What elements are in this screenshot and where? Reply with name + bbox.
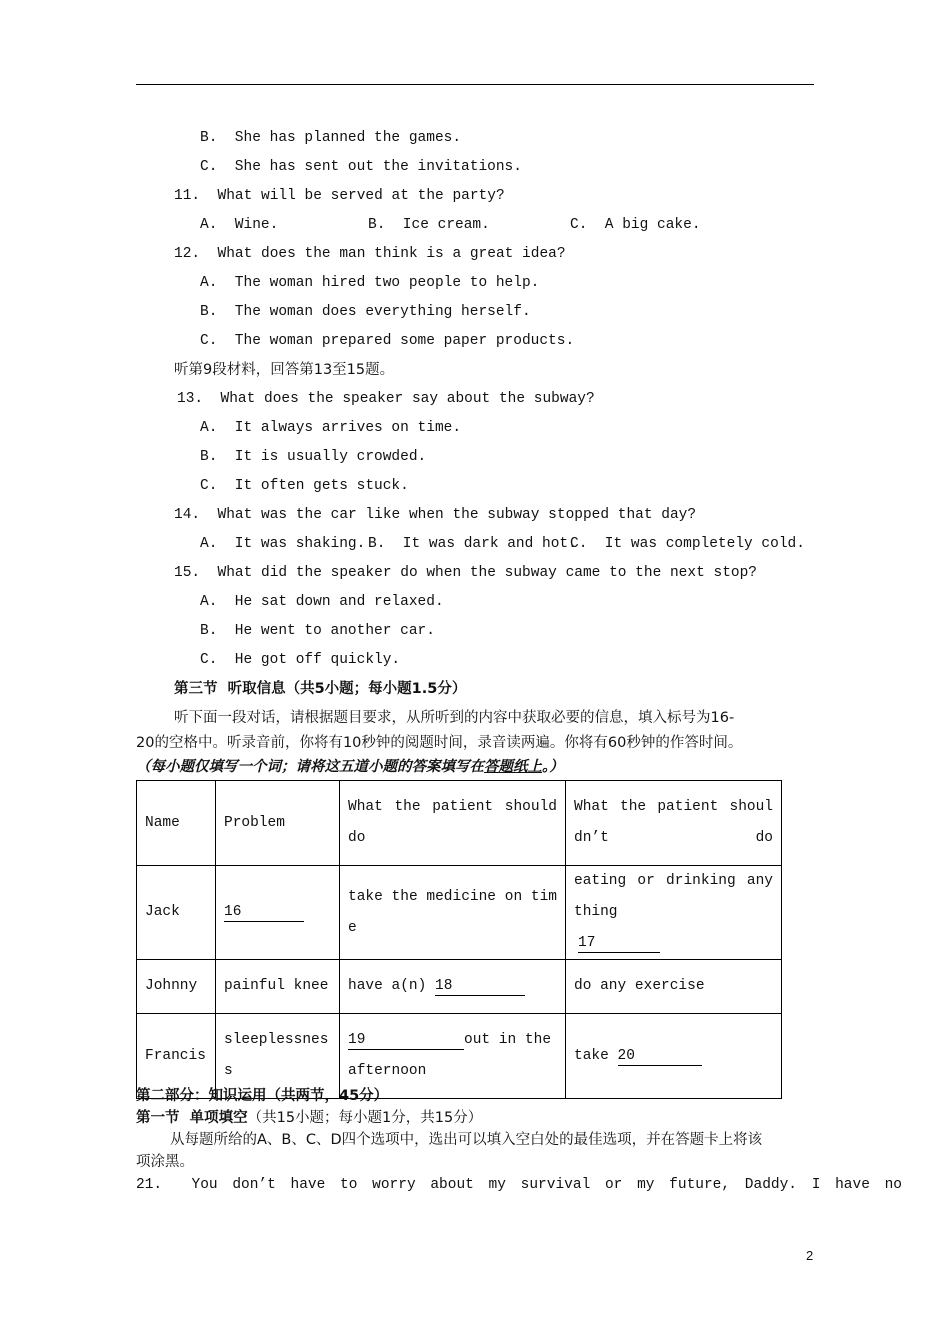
q14-option-b: B. It was dark and hot. (368, 536, 577, 552)
blank-16[interactable]: 16 (224, 903, 304, 922)
blank-17[interactable]: 17 (578, 934, 660, 953)
q12-stem: 12. What does the man think is a great idea? (174, 246, 566, 262)
section3-heading: 第三节 听取信息（共5小题；每小题1.5分） (174, 681, 467, 697)
header-should-do-text: What the patient should do (348, 799, 557, 846)
blank-19[interactable]: 19 (348, 1031, 464, 1050)
header-name: Name (137, 781, 216, 866)
section1-heading: 第一节 单项填空 (136, 1110, 248, 1126)
q10-option-c: C. She has sent out the invitations. (200, 159, 522, 175)
q12-option-b: B. The woman does everything herself. (200, 304, 531, 320)
row-johnny-should-do (340, 960, 566, 1014)
q10-option-b: B. She has planned the games. (200, 130, 462, 146)
row-francis-should-suffix: out in the afternoon (348, 1032, 552, 1079)
q12-option-a: A. The woman hired two people to help. (200, 275, 540, 291)
row-johnny-name: Johnny (137, 960, 216, 1014)
row-jack-problem (216, 866, 340, 960)
row-jack-shouldnt-do (566, 866, 782, 960)
q15-option-c: C. He got off quickly. (200, 652, 401, 668)
row-jack-should-do-text: take the medicine on time (348, 888, 557, 936)
header-rule (136, 84, 814, 85)
section9-instruction: 听第9段材料，回答第13至15题。 (174, 362, 395, 378)
q15-option-a: A. He sat down and relaxed. (200, 594, 444, 610)
section3-note (136, 758, 564, 776)
page-number: 2 (806, 1248, 814, 1263)
header-problem: Problem (216, 781, 340, 866)
row-johnny-shouldnt-do: do any exercise (566, 960, 782, 1014)
section3-instructions-line2: 20的空格中。听录音前，你将有10秒钟的阅题时间，录音读两遍。你将有60秒钟的作答时间。 (136, 735, 743, 751)
q13-option-c: C. It often gets stuck. (200, 478, 409, 494)
part2-instructions-line2: 项涂黑。 (136, 1154, 194, 1170)
note-answer-sheet: 答题纸上 (484, 759, 542, 775)
note-prefix: （每小题仅填写一个词；请将这五道小题的答案填写在 (136, 759, 484, 775)
section3-instructions-line1: 听下面一段对话，请根据题目要求，从所听到的内容中获取必要的信息，填入标号为16- (174, 710, 735, 726)
table-row (137, 960, 782, 1014)
row-jack-should-do (340, 866, 566, 960)
header-shouldnt-do-text: What the patient shouldn’t do (574, 799, 773, 846)
q14-stem: 14. What was the car like when the subway stopped that day? (174, 507, 697, 523)
q21-stem: 21. You don’t have to worry about my survival or my future, Daddy. I have no (136, 1177, 903, 1193)
section1-meta: （共15小题；每小题1分，共15分） (247, 1110, 483, 1126)
row-francis-problem: sleeplessness (216, 1014, 340, 1099)
note-suffix: 。） (542, 759, 564, 775)
row-jack-shouldnt-prefix: eating or drinking anything (574, 873, 773, 920)
q14-option-a: A. It was shaking. (200, 536, 366, 552)
header-shouldnt-do (566, 781, 782, 866)
row-johnny-problem: painful knee (216, 960, 340, 1014)
info-table (136, 780, 782, 1099)
row-jack-name: Jack (137, 866, 216, 960)
q13-option-b: B. It is usually crowded. (200, 449, 427, 465)
row-francis-shouldnt-prefix: take (574, 1047, 609, 1064)
q15-option-b: B. He went to another car. (200, 623, 435, 639)
part2-instructions-line1: 从每题所给的A、B、C、D四个选项中，选出可以填入空白处的最佳选项，并在答题卡上将该 (170, 1132, 763, 1148)
q11-option-a: A. Wine. (200, 217, 279, 233)
q11-stem: 11. What will be served at the party? (174, 188, 505, 204)
row-francis-shouldnt-do (566, 1014, 782, 1099)
row-johnny-should-prefix: have a(n) (348, 978, 427, 994)
part2-heading: 第二部分：知识运用（共两节，45分） (136, 1088, 389, 1104)
q13-stem: 13. What does the speaker say about the subway? (177, 391, 595, 407)
blank-20[interactable]: 20 (618, 1047, 702, 1066)
q15-stem: 15. What did the speaker do when the subway came to the next stop? (174, 565, 757, 581)
q14-option-c: C. It was completely cold. (570, 536, 805, 552)
row-francis-name: Francis (137, 1014, 216, 1099)
part2-section1 (136, 1109, 482, 1127)
table-header-row (137, 781, 782, 866)
blank-18[interactable]: 18 (435, 977, 525, 996)
q11-option-b: B. Ice cream. (368, 217, 490, 233)
q13-option-a: A. It always arrives on time. (200, 420, 462, 436)
row-francis-should-do (340, 1014, 566, 1099)
q11-option-c: C. A big cake. (570, 217, 701, 233)
table-row (137, 866, 782, 960)
table-row (137, 1014, 782, 1099)
q12-option-c: C. The woman prepared some paper products. (200, 333, 575, 349)
header-should-do (340, 781, 566, 866)
